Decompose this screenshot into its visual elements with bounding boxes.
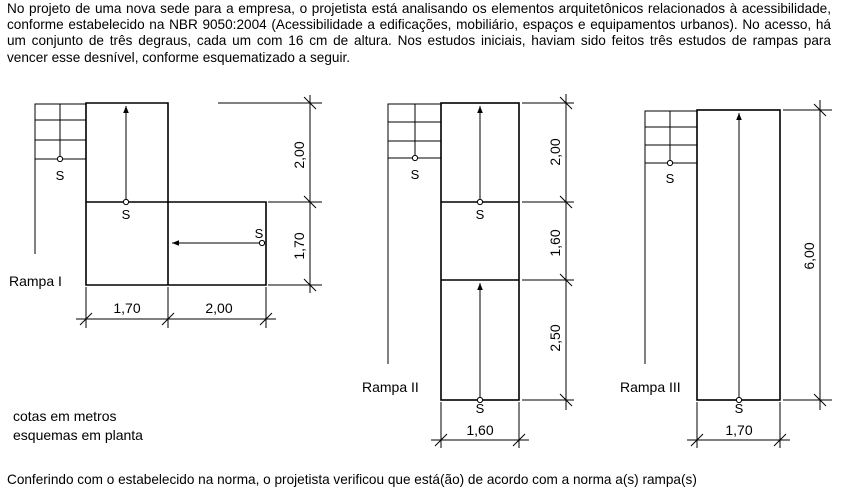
ramp-3-plan — [645, 100, 832, 448]
ramp-1-dim-run1: 2,00 — [291, 141, 307, 169]
ramp-1-label: Rampa I — [9, 273, 62, 289]
units-note: cotas em metros — [13, 408, 117, 424]
ramp-3-stairs-start-label: S — [665, 171, 675, 186]
ramp-2-stairs — [388, 104, 441, 364]
ramp-2-label: Rampa II — [362, 379, 419, 395]
ramp-2-dim-run2: 1,60 — [547, 229, 563, 257]
ramp-3-start-label: S — [734, 401, 744, 416]
ramp-1-start-label-a: S — [121, 207, 131, 222]
ramp-3-label: Rampa III — [620, 379, 681, 395]
ramp-1-horizontal-dimension — [76, 287, 276, 328]
ramp-2-dim-run1: 2,00 — [547, 138, 563, 166]
closing-paragraph: Conferindo com o estabelecido na norma, o projetista verificou que está(ão) de acordo com a norma a(s) rampa(s) — [7, 472, 697, 487]
ramp-1-outline — [86, 103, 266, 285]
ramp-1-vertical-dimension — [218, 95, 322, 293]
ramp-3-dim-run: 6,00 — [801, 242, 817, 270]
ramp-1-stairs-start-label: S — [55, 168, 65, 183]
intro-paragraph: No projeto de uma nova sede para a empresa, o projetista está analisando os elementos arquitetônicos relacionados à acessibilidade, conforme estabelecido na NBR 9050:2004 (Acessibilidade a edificações, mobiliário, espaços e equipamentos urbanos). No acesso, há um conjunto de três degraus, cada um com 16 cm de altura. Nos estudos iniciais, haviam sido feitos três estudos de rampas para vencer esse desnível, conforme esquematizado a seguir. — [7, 1, 831, 65]
ramp-1-dim-width1: 1,70 — [113, 300, 141, 316]
ramp-2-dim-run3: 2,50 — [547, 324, 563, 352]
plan-note: esquemas em planta — [13, 427, 143, 443]
ramp-2-dim-width: 1,60 — [466, 422, 494, 438]
ramp-1-start-label-b: S — [254, 226, 264, 241]
ramp-2-start-label-a: S — [475, 207, 485, 222]
ramp-3-stairs — [645, 111, 697, 364]
ramp-3-dim-width: 1,70 — [725, 422, 753, 438]
ramp-1-plan — [35, 95, 322, 328]
ramp-2-start-label-b: S — [475, 401, 485, 416]
ramp-1-dim-width2: 2,00 — [205, 300, 233, 316]
ramp-2-stairs-start-label: S — [410, 167, 420, 182]
ramp-1-dim-run2: 1,70 — [291, 232, 307, 260]
